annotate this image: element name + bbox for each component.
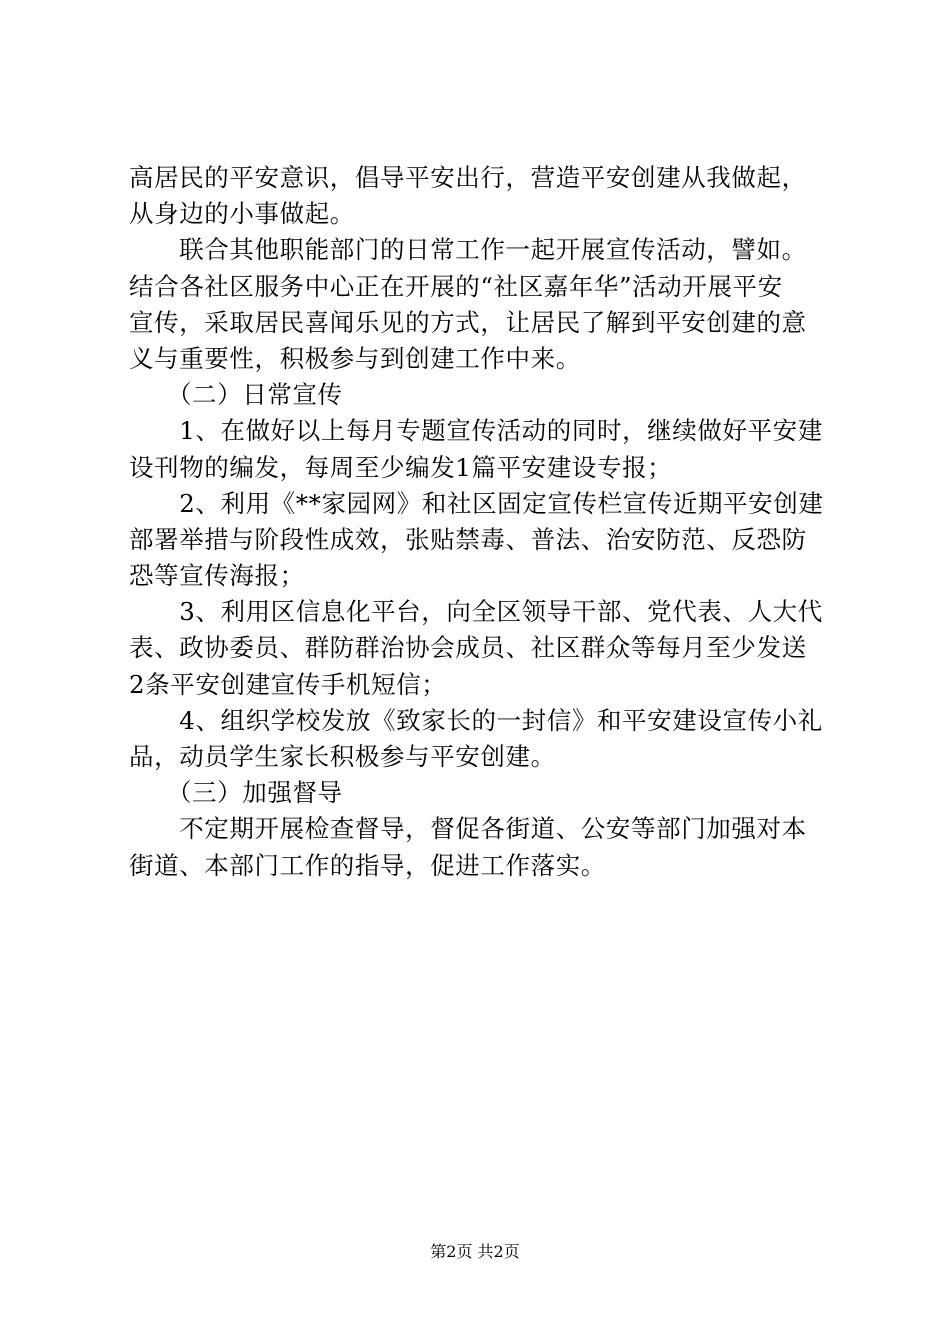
section-heading-supervision: （三）加强督导 — [129, 778, 343, 808]
body-line-13: 3、利用区信息化平台，向全区领导干部、党代表、人大代 — [129, 597, 823, 627]
body-line-1: 高居民的平安意识，倡导平安出行，营造平安创建从我做起， — [129, 163, 807, 192]
body-line-17: 品，动员学生家长积极参与平安创建。 — [129, 742, 556, 771]
body-line-14: 表、政协委员、群防群治协会成员、社区群众等每月至少发送 — [129, 633, 807, 663]
body-line-16: 4、组织学校发放《致家长的一封信》和平安建设宣传小礼 — [129, 705, 823, 735]
body-line-5: 宣传，采取居民喜闻乐见的方式，让居民了解到平安创建的意 — [129, 307, 807, 337]
body-line-9: 设刊物的编发，每周至少编发1篇平安建设专报； — [129, 452, 673, 482]
page-number-label: 第2页 共2页 — [430, 1242, 520, 1261]
body-line-8: 1、在做好以上每月专题宣传活动的同时，继续做好平安建 — [129, 416, 823, 446]
body-line-15: 2条平安创建宣传手机短信； — [129, 669, 447, 699]
document-body — [129, 160, 829, 884]
body-line-4: 结合各社区服务中心正在开展的“社区嘉年华”活动开展平安 — [129, 271, 783, 301]
body-line-6: 义与重要性，积极参与到创建工作中来。 — [129, 343, 581, 373]
body-line-11: 部署举措与阶段性成效，张贴禁毒、普法、治安防范、反恐防 — [129, 524, 807, 554]
section-heading-daily-publicity: （二）日常宣传 — [129, 380, 343, 410]
body-line-3: 联合其他职能部门的日常工作一起开展宣传活动，譬如。 — [129, 235, 807, 265]
body-line-10: 2、利用《**家园网》和社区固定宣传栏宣传近期平安创建 — [129, 488, 824, 518]
body-line-20: 街道、本部门工作的指导，促进工作落实。 — [129, 850, 606, 880]
body-line-19: 不定期开展检查督导，督促各街道、公安等部门加强对本 — [129, 814, 807, 844]
body-line-2: 从身边的小事做起。 — [129, 199, 355, 229]
page-footer — [0, 1241, 950, 1263]
body-line-12: 恐等宣传海报； — [129, 561, 305, 591]
